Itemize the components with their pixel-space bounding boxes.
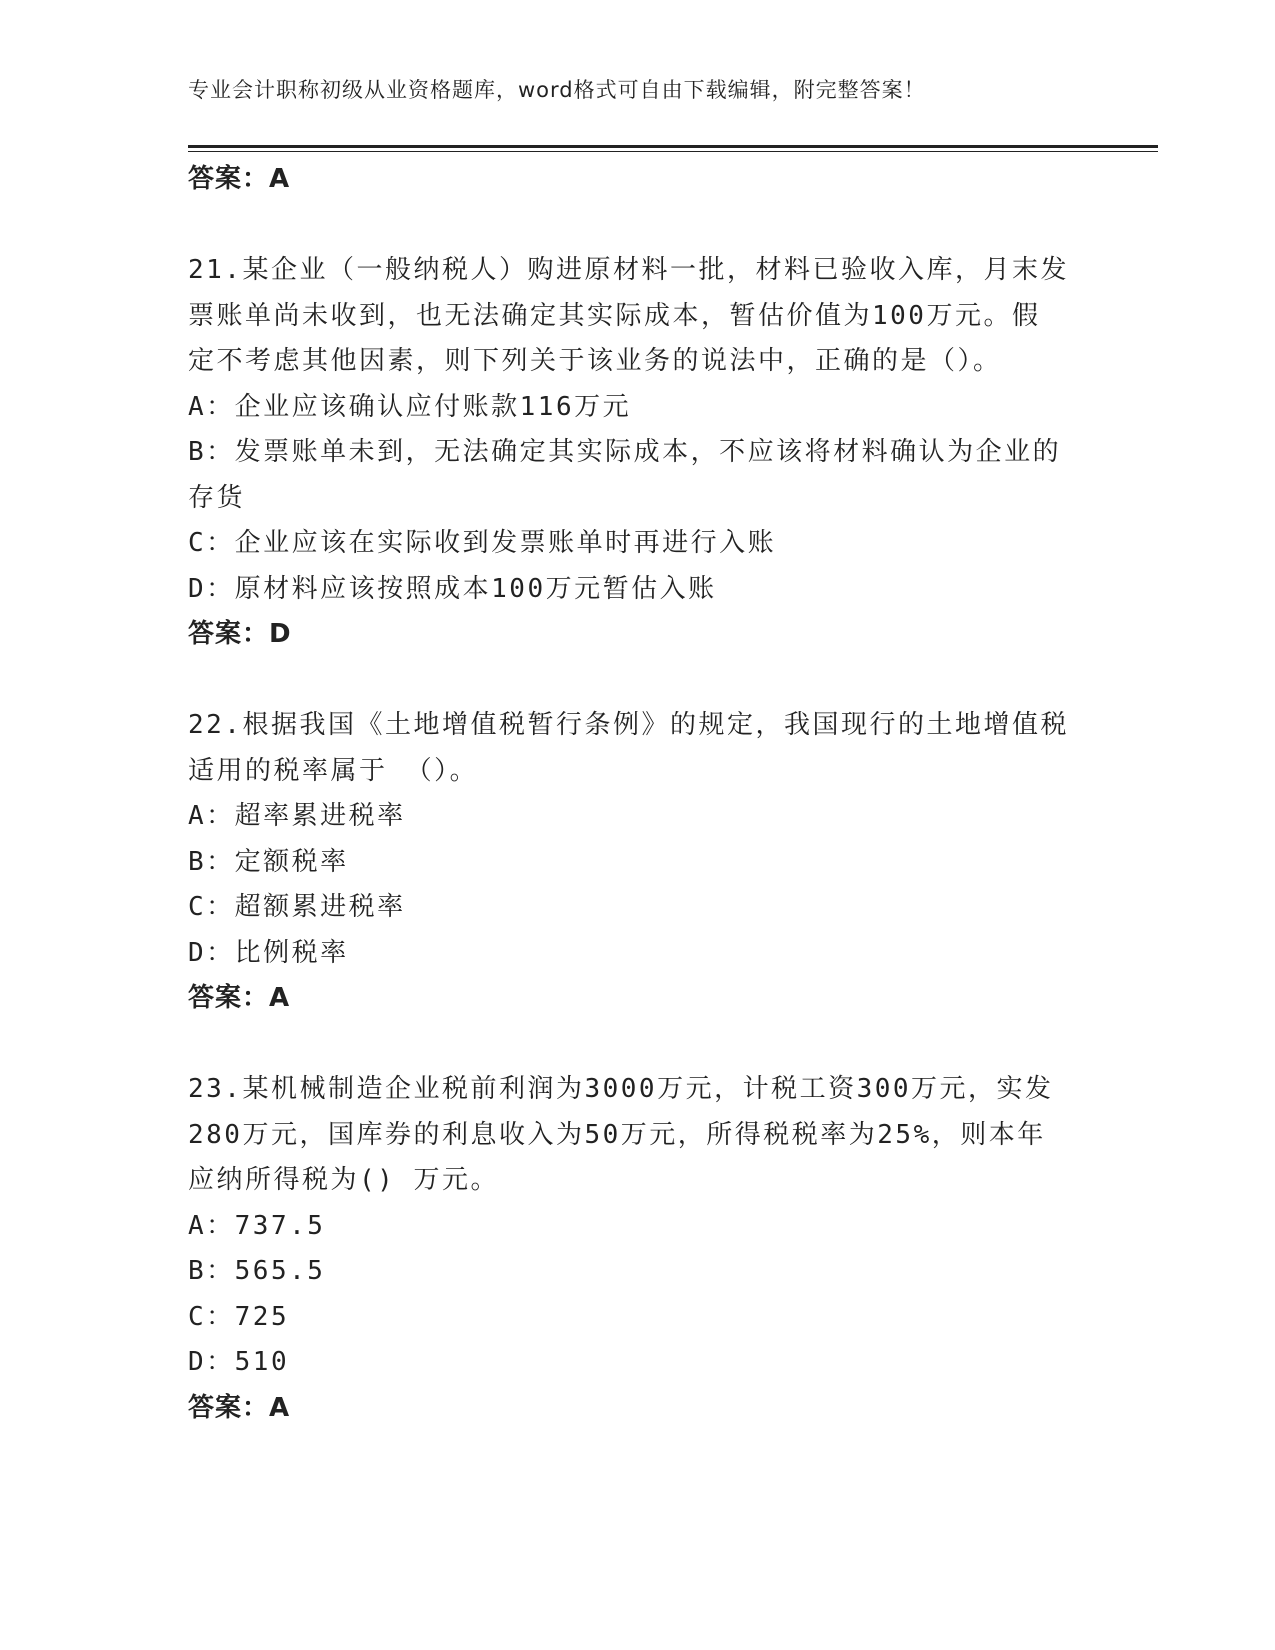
answer-line bbox=[188, 612, 1088, 658]
option-b-continued: 存货 bbox=[188, 482, 246, 513]
answer-value: A bbox=[269, 983, 291, 1013]
question-text-line: 21.某企业（一般纳税人）购进原材料一批，材料已验收入库，月末发 bbox=[188, 255, 1069, 285]
question-23 bbox=[188, 1067, 1088, 1431]
option-c: C：超额累进税率 bbox=[188, 892, 406, 922]
answer-label: 答案： bbox=[188, 164, 270, 194]
answer-label: 答案： bbox=[188, 619, 270, 649]
answer-label: 答案： bbox=[188, 1392, 270, 1423]
option-b: B：565.5 bbox=[188, 1256, 326, 1286]
question-22 bbox=[188, 703, 1088, 1022]
option-b: B：定额税率 bbox=[188, 846, 349, 877]
option-a: A：超率累进税率 bbox=[188, 801, 406, 831]
answer-value: D bbox=[269, 619, 292, 649]
question-text-line: 应纳所得税为() 万元。 bbox=[188, 1165, 499, 1195]
question-text-line: 23.某机械制造企业税前利润为3000万元，计税工资300万元，实发 bbox=[188, 1074, 1054, 1104]
header-rule-thick bbox=[188, 145, 1158, 148]
option-d: D：510 bbox=[188, 1347, 290, 1377]
answer-line bbox=[188, 157, 1088, 203]
header-rule-thin bbox=[188, 151, 1158, 152]
question-text-line: 票账单尚未收到，也无法确定其实际成本，暂估价值为100万元。假 bbox=[188, 300, 1041, 331]
option-a: A：737.5 bbox=[188, 1210, 326, 1241]
question-text-line: 定不考虑其他因素，则下列关于该业务的说法中，正确的是（）。 bbox=[188, 346, 1002, 376]
page-header: 专业会计职称初级从业资格题库，word格式可自由下载编辑，附完整答案！ bbox=[188, 78, 926, 102]
question-text-line: 适用的税率属于 （）。 bbox=[188, 755, 479, 786]
answer-label: 答案： bbox=[188, 983, 270, 1013]
option-d: D：原材料应该按照成本100万元暂估入账 bbox=[188, 573, 717, 604]
option-c: C：725 bbox=[188, 1301, 290, 1332]
spacer bbox=[188, 1022, 1088, 1068]
option-b: B：发票账单未到，无法确定其实际成本，不应该将材料确认为企业的 bbox=[188, 437, 1062, 467]
answer-value: A bbox=[269, 1392, 291, 1423]
answer-line bbox=[188, 976, 1088, 1022]
option-c: C：企业应该在实际收到发票账单时再进行入账 bbox=[188, 528, 777, 558]
question-text-line: 22.根据我国《土地增值税暂行条例》的规定，我国现行的土地增值税 bbox=[188, 710, 1069, 740]
option-a: A：企业应该确认应付账款116万元 bbox=[188, 391, 632, 422]
spacer bbox=[188, 203, 1088, 249]
spacer bbox=[188, 658, 1088, 704]
answer-value: A bbox=[269, 164, 291, 194]
question-21 bbox=[188, 248, 1088, 658]
answer-line bbox=[188, 1386, 1088, 1432]
document-body bbox=[188, 157, 1088, 1431]
question-text-line: 280万元，国库券的利息收入为50万元，所得税税率为25%，则本年 bbox=[188, 1119, 1046, 1150]
option-d: D：比例税率 bbox=[188, 937, 349, 968]
